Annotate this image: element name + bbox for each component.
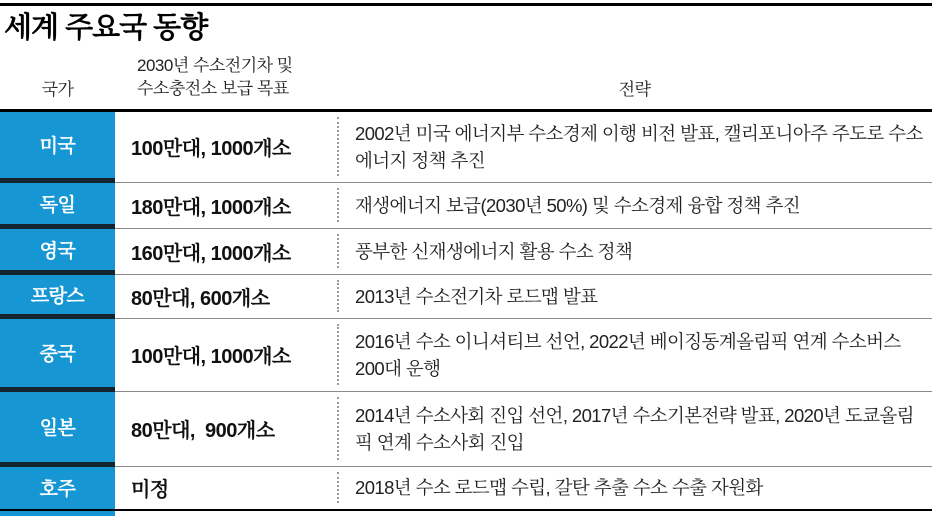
country-cell: 호주 bbox=[0, 467, 115, 509]
header-strategy: 전략 bbox=[618, 79, 651, 99]
target-cell: 80만대, 600개소 bbox=[115, 275, 337, 319]
header-country: 국가 bbox=[41, 79, 74, 99]
target-cell: 160만대, 1000개소 bbox=[115, 229, 337, 275]
header-target-line1: 2030년 수소전기차 및 bbox=[137, 55, 293, 75]
strategy-cell: 2018년 수소 로드맵 수립, 갈탄 추출 수소 수출 자원화 bbox=[337, 467, 932, 509]
country-cell: 미국 bbox=[0, 112, 115, 183]
strategy-cell: 재생에너지 보급(2030년 50%) 및 수소경제 융합 정책 추진 bbox=[337, 183, 932, 229]
target-cell: 100만대, 1000개소 bbox=[115, 319, 337, 392]
strategy-cell: 풍부한 신재생에너지 활용 수소 정책 bbox=[337, 229, 932, 275]
table-row bbox=[0, 275, 932, 319]
table-row bbox=[0, 467, 932, 509]
table-row bbox=[0, 112, 932, 183]
page-title: 세계 주요국 동향 bbox=[4, 12, 208, 44]
target-cell: 180만대, 1000개소 bbox=[115, 183, 337, 229]
country-cell: 중국 bbox=[0, 319, 115, 392]
target-cell: 80만대, 900개소 bbox=[115, 392, 337, 467]
column-headers bbox=[0, 45, 932, 109]
table-row bbox=[0, 183, 932, 229]
target-cell: 100만대, 1000개소 bbox=[115, 112, 337, 183]
table-row bbox=[0, 392, 932, 467]
target-cell: 미정 bbox=[131, 479, 169, 502]
country-cell: 일본 bbox=[0, 392, 115, 467]
header-target-line2: 수소충전소 보급 목표 bbox=[137, 78, 289, 98]
country-cell: 독일 bbox=[0, 183, 115, 229]
country-cell: 프랑스 bbox=[0, 275, 115, 319]
bottom-rule bbox=[0, 509, 932, 511]
infographic-table bbox=[0, 3, 932, 527]
country-cell: 영국 bbox=[0, 229, 115, 275]
table-body bbox=[0, 112, 932, 509]
strategy-cell: 2014년 수소사회 진입 선언, 2017년 수소기본전략 발표, 2020년 도쿄올림픽 연계 수소사회 진입 bbox=[337, 392, 932, 467]
strategy-cell: 2013년 수소전기차 로드맵 발표 bbox=[337, 275, 932, 319]
table-row bbox=[0, 319, 932, 392]
table-row bbox=[0, 229, 932, 275]
header-target bbox=[115, 54, 337, 100]
top-rule bbox=[0, 3, 932, 6]
strategy-cell: 2002년 미국 에너지부 수소경제 이행 비전 발표, 캘리포니아주 주도로 수소에너지 정책 추진 bbox=[337, 112, 932, 183]
strategy-cell: 2016년 수소 이니셔티브 선언, 2022년 베이징동계올림픽 연계 수소버스 200대 운행 bbox=[337, 319, 932, 392]
